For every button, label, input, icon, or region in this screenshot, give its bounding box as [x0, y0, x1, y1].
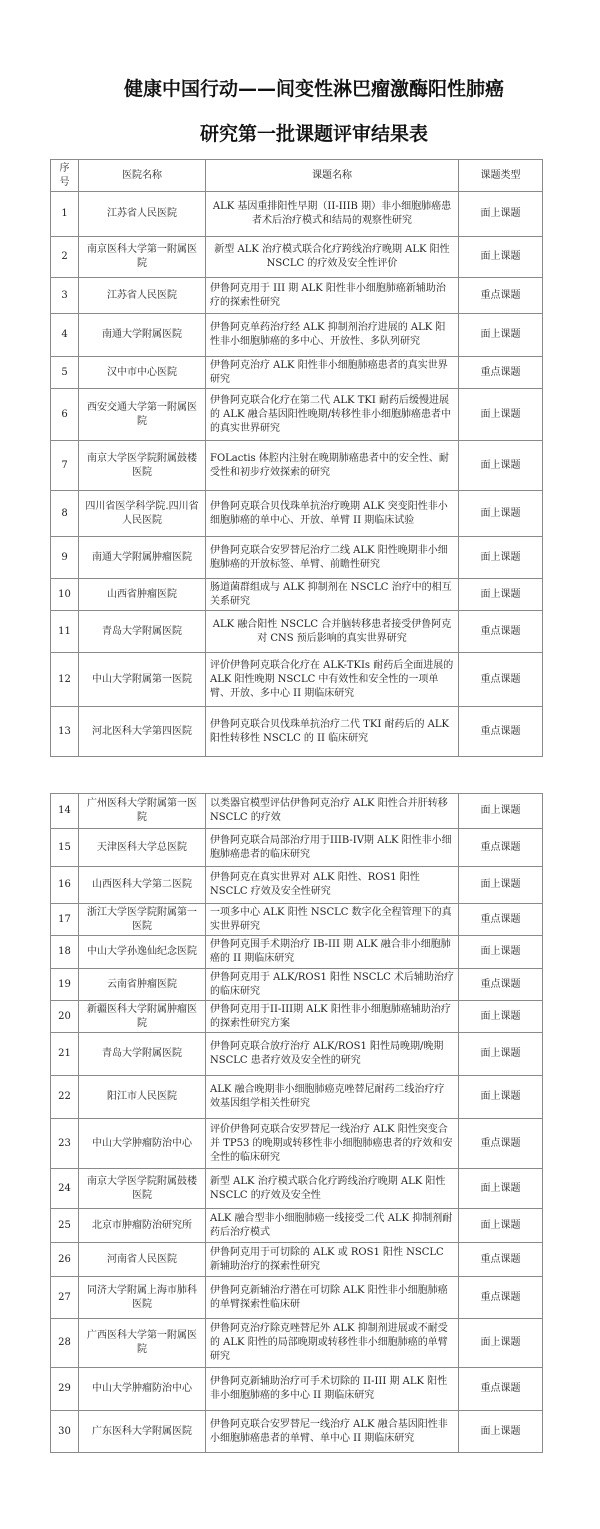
- topic-name: ALK 融合晚期非小细胞肺癌克唑替尼耐药二线治疗疗效基因组学相关性研究: [206, 1076, 459, 1119]
- row-number: 21: [51, 1033, 79, 1076]
- table-row: [51, 357, 543, 389]
- row-number: 20: [51, 1001, 79, 1033]
- topic-name: 伊鲁阿克用于可切除的 ALK 或 ROS1 阳性 NSCLC 新辅助治疗的探索性研究: [206, 1243, 459, 1277]
- topic-type: 面上课题: [459, 1001, 543, 1033]
- topic-type: 面上课题: [459, 1033, 543, 1076]
- table-row: [51, 653, 543, 707]
- hospital-name: 南京医科大学第一附属医院: [79, 237, 206, 278]
- hospital-name: 中山大学附属第一医院: [79, 653, 206, 707]
- row-number: 11: [51, 611, 79, 653]
- hospital-name: 汉中市中心医院: [79, 357, 206, 389]
- topic-name: 伊鲁阿克联合安罗替尼一线治疗 ALK 融合基因阳性非小细胞肺癌患者的单臂、单中心 II 期临床研究: [206, 1411, 459, 1453]
- topic-name: 新型 ALK 治疗模式联合化疗跨线治疗晚期 ALK 阳性 NSCLC 的疗效及安全性: [206, 1169, 459, 1209]
- topic-type: 面上课题: [459, 1076, 543, 1119]
- row-number: 16: [51, 867, 79, 904]
- topic-name: FOLactis 体腔内注射在晚期肺癌患者中的安全性、耐受性和初步疗效探索的研究: [206, 441, 459, 491]
- topic-type: 面上课题: [459, 1411, 543, 1453]
- hospital-name: 江苏省人民医院: [79, 192, 206, 237]
- topic-name: 伊鲁阿克联合化疗在第二代 ALK TKI 耐药后缓慢进展的 ALK 融合基因阳性晚期/转移性非小细胞肺癌患者中的真实世界研究: [206, 389, 459, 441]
- page-title-line1: 健康中国行动——间变性淋巴瘤激酶阳性肺癌: [123, 78, 504, 100]
- hospital-name: 南通大学附属肿瘤医院: [79, 537, 206, 579]
- topic-type: 面上课题: [459, 936, 543, 969]
- hospital-name: 中山大学孙逸仙纪念医院: [79, 936, 206, 969]
- header-type: 课题类型: [459, 160, 543, 192]
- hospital-name: 天津医科大学总医院: [79, 829, 206, 867]
- topic-type: 面上课题: [459, 314, 543, 357]
- row-number: 25: [51, 1209, 79, 1243]
- table-row: [51, 1169, 543, 1209]
- hospital-name: 浙江大学医学院附属第一医院: [79, 904, 206, 936]
- topic-type: 面上课题: [459, 794, 543, 829]
- page-title-line2: 研究第一批课题评审结果表: [199, 123, 428, 145]
- topic-name: 伊鲁阿克围手术期治疗 IB-III 期 ALK 融合非小细胞肺癌的 II 期临床研究: [206, 936, 459, 969]
- table-header-row: [51, 160, 543, 192]
- hospital-name: 青岛大学附属医院: [79, 611, 206, 653]
- table-row: [51, 829, 543, 867]
- hospital-name: 山西医科大学第二医院: [79, 867, 206, 904]
- topic-name: 伊鲁阿克联合放疗治疗 ALK/ROS1 阳性局晚期/晚期 NSCLC 患者疗效及安全性的研究: [206, 1033, 459, 1076]
- topic-type: 面上课题: [459, 579, 543, 611]
- topic-type: 重点课题: [459, 278, 543, 314]
- header-topic: 课题名称: [206, 160, 459, 192]
- hospital-name: 阳江市人民医院: [79, 1076, 206, 1119]
- topic-type: 重点课题: [459, 904, 543, 936]
- hospital-name: 中山大学肿瘤防治中心: [79, 1119, 206, 1169]
- row-number: 6: [51, 389, 79, 441]
- table-row: [51, 537, 543, 579]
- hospital-name: 青岛大学附属医院: [79, 1033, 206, 1076]
- row-number: 19: [51, 969, 79, 1001]
- table-row: [51, 611, 543, 653]
- table-row: [51, 936, 543, 969]
- topic-type: 面上课题: [459, 1209, 543, 1243]
- hospital-name: 北京市肿瘤防治研究所: [79, 1209, 206, 1243]
- topic-type: 面上课题: [459, 237, 543, 278]
- hospital-name: 河北医科大学第四医院: [79, 707, 206, 757]
- row-number: 7: [51, 441, 79, 491]
- hospital-name: 南京大学医学院附属鼓楼医院: [79, 1169, 206, 1209]
- table-row: [51, 867, 543, 904]
- row-number: 4: [51, 314, 79, 357]
- topic-type: 重点课题: [459, 1277, 543, 1319]
- hospital-name: 广西医科大学第一附属医院: [79, 1319, 206, 1368]
- table-row: [51, 794, 543, 829]
- hospital-name: 中山大学肿瘤防治中心: [79, 1368, 206, 1411]
- row-number: 24: [51, 1169, 79, 1209]
- table-row: [51, 579, 543, 611]
- topic-name: 伊鲁阿克联合局部治疗用于IIIB-IV期 ALK 阳性非小细胞肺癌患者的临床研究: [206, 829, 459, 867]
- topic-name: 伊鲁阿克联合贝伐珠单抗治疗二代 TKI 耐药后的 ALK 阳性转移性 NSCLC 的 II 临床研究: [206, 707, 459, 757]
- table-row: [51, 441, 543, 491]
- table-row: [51, 1411, 543, 1453]
- topic-name: 伊鲁阿克治疗除克唑替尼外 ALK 抑制剂进展或不耐受的 ALK 阳性的局部晚期或转移性非小细胞肺癌的单臂研究: [206, 1319, 459, 1368]
- topic-name: 伊鲁阿克在真实世界对 ALK 阳性、ROS1 阳性 NSCLC 疗效及安全性研究: [206, 867, 459, 904]
- topic-name: ALK 融合型非小细胞肺癌一线接受二代 ALK 抑制剂耐药后治疗模式: [206, 1209, 459, 1243]
- hospital-name: 山西省肿瘤医院: [79, 579, 206, 611]
- hospital-name: 南通大学附属医院: [79, 314, 206, 357]
- table-row: [51, 1001, 543, 1033]
- topic-type: 面上课题: [459, 537, 543, 579]
- table-row: [51, 904, 543, 936]
- table-row: [51, 1368, 543, 1411]
- hospital-name: 新疆医科大学附属肿瘤医院: [79, 1001, 206, 1033]
- topic-name: 一项多中心 ALK 阳性 NSCLC 数字化全程管理下的真实世界研究: [206, 904, 459, 936]
- header-no: 序号: [51, 160, 79, 192]
- row-number: 27: [51, 1277, 79, 1319]
- table-row: [51, 1119, 543, 1169]
- topic-type: 面上课题: [459, 441, 543, 491]
- topic-name: 伊鲁阿克新辅治疗潜在可切除 ALK 阳性非小细胞肺癌的单臂探索性临床研: [206, 1277, 459, 1319]
- row-number: 1: [51, 192, 79, 237]
- results-table-part2: [50, 793, 543, 1453]
- topic-type: 面上课题: [459, 192, 543, 237]
- topic-type: 重点课题: [459, 1368, 543, 1411]
- row-number: 29: [51, 1368, 79, 1411]
- row-number: 8: [51, 491, 79, 537]
- hospital-name: 南京大学医学院附属鼓楼医院: [79, 441, 206, 491]
- row-number: 2: [51, 237, 79, 278]
- table-row: [51, 237, 543, 278]
- topic-type: 面上课题: [459, 1169, 543, 1209]
- row-number: 13: [51, 707, 79, 757]
- table-row: [51, 389, 543, 441]
- row-number: 18: [51, 936, 79, 969]
- results-table-part1: [50, 159, 543, 757]
- table-row: [51, 314, 543, 357]
- row-number: 23: [51, 1119, 79, 1169]
- topic-type: 重点课题: [459, 1243, 543, 1277]
- topic-name: ALK 基因重排阳性早期（II-IIIB 期）非小细胞肺癌患者术后治疗模式和结局的观察性研究: [206, 192, 459, 237]
- hospital-name: 同济大学附属上海市肺科医院: [79, 1277, 206, 1319]
- row-number: 26: [51, 1243, 79, 1277]
- table-row: [51, 1209, 543, 1243]
- table-row: [51, 1076, 543, 1119]
- topic-name: 伊鲁阿克治疗 ALK 阳性非小细胞肺癌患者的真实世界研究: [206, 357, 459, 389]
- table-row: [51, 1277, 543, 1319]
- topic-name: 伊鲁阿克新辅助治疗可手术切除的 II-III 期 ALK 阳性非小细胞肺癌的多中心 II 期临床研究: [206, 1368, 459, 1411]
- table-row: [51, 707, 543, 757]
- topic-type: 面上课题: [459, 491, 543, 537]
- hospital-name: 四川省医学科学院.四川省人民医院: [79, 491, 206, 537]
- row-number: 14: [51, 794, 79, 829]
- table-row: [51, 1319, 543, 1368]
- table-row: [51, 1033, 543, 1076]
- table-row: [51, 278, 543, 314]
- topic-name: ALK 融合阳性 NSCLC 合并脑转移患者接受伊鲁阿克对 CNS 预后影响的真实世界研究: [206, 611, 459, 653]
- topic-type: 重点课题: [459, 653, 543, 707]
- topic-name: 伊鲁阿克用于 ALK/ROS1 阳性 NSCLC 术后辅助治疗的临床研究: [206, 969, 459, 1001]
- hospital-name: 广州医科大学附属第一医院: [79, 794, 206, 829]
- row-number: 10: [51, 579, 79, 611]
- table-row: [51, 969, 543, 1001]
- hospital-name: 河南省人民医院: [79, 1243, 206, 1277]
- topic-type: 重点课题: [459, 611, 543, 653]
- hospital-name: 广东医科大学附属医院: [79, 1411, 206, 1453]
- topic-name: 伊鲁阿克用于 III 期 ALK 阳性非小细胞肺癌新辅助治疗的探索性研究: [206, 278, 459, 314]
- topic-type: 重点课题: [459, 969, 543, 1001]
- row-number: 9: [51, 537, 79, 579]
- row-number: 17: [51, 904, 79, 936]
- topic-type: 重点课题: [459, 707, 543, 757]
- topic-name: 肠道菌群组成与 ALK 抑制剂在 NSCLC 治疗中的相互关系研究: [206, 579, 459, 611]
- row-number: 28: [51, 1319, 79, 1368]
- topic-type: 重点课题: [459, 829, 543, 867]
- topic-type: 重点课题: [459, 1119, 543, 1169]
- hospital-name: 江苏省人民医院: [79, 278, 206, 314]
- topic-name: 以类器官模型评估伊鲁阿克治疗 ALK 阳性合并肝转移 NSCLC 的疗效: [206, 794, 459, 829]
- topic-name: 伊鲁阿克联合安罗替尼治疗二线 ALK 阳性晚期非小细胞肺癌的开放标签、单臂、前瞻性研究: [206, 537, 459, 579]
- topic-name: 伊鲁阿克用于II-III期 ALK 阳性非小细胞肺癌辅助治疗的探索性研究方案: [206, 1001, 459, 1033]
- row-number: 5: [51, 357, 79, 389]
- table-row: [51, 491, 543, 537]
- table-row: [51, 1243, 543, 1277]
- topic-name: 伊鲁阿克联合贝伐珠单抗治疗晚期 ALK 突变阳性非小细胞肺癌的单中心、开放、单臂 II 期临床试验: [206, 491, 459, 537]
- topic-type: 面上课题: [459, 389, 543, 441]
- header-hospital: 医院名称: [79, 160, 206, 192]
- topic-name: 评价伊鲁阿克联合安罗替尼一线治疗 ALK 阳性突变合并 TP53 的晚期或转移性非小细胞肺癌患者的疗效和安全性的临床研究: [206, 1119, 459, 1169]
- row-number: 22: [51, 1076, 79, 1119]
- topic-type: 面上课题: [459, 867, 543, 904]
- row-number: 3: [51, 278, 79, 314]
- topic-name: 伊鲁阿克单药治疗经 ALK 抑制剂治疗进展的 ALK 阳性非小细胞肺癌的多中心、开放性、多队列研究: [206, 314, 459, 357]
- row-number: 30: [51, 1411, 79, 1453]
- hospital-name: 云南省肿瘤医院: [79, 969, 206, 1001]
- hospital-name: 西安交通大学第一附属医院: [79, 389, 206, 441]
- row-number: 12: [51, 653, 79, 707]
- topic-name: 新型 ALK 治疗模式联合化疗跨线治疗晚期 ALK 阳性 NSCLC 的疗效及安全性评价: [206, 237, 459, 278]
- row-number: 15: [51, 829, 79, 867]
- table-row: [51, 192, 543, 237]
- topic-type: 面上课题: [459, 1319, 543, 1368]
- topic-name: 评价伊鲁阿克联合化疗在 ALK-TKIs 耐药后全面进展的 ALK 阳性晚期 NSCLC 中有效性和安全性的一项单臂、开放、多中心 II 期临床研究: [206, 653, 459, 707]
- topic-type: 重点课题: [459, 357, 543, 389]
